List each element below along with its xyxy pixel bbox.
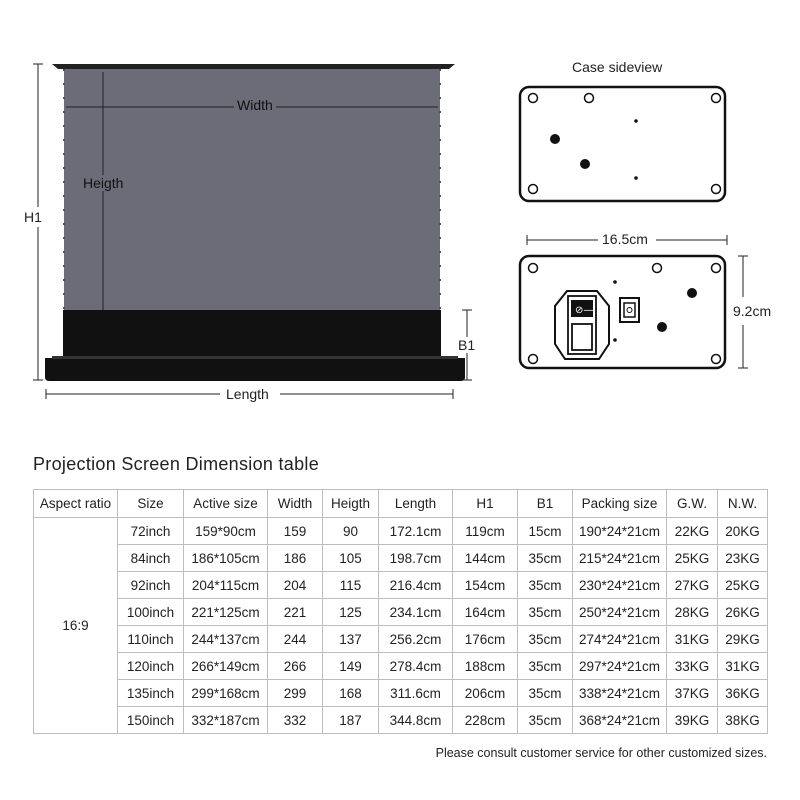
table-cell: 35cm	[518, 653, 573, 680]
table-row	[34, 545, 768, 572]
table-cell: 186	[268, 545, 323, 572]
table-cell: 35cm	[518, 680, 573, 707]
header-b1: B1	[518, 490, 573, 518]
table-title: Projection Screen Dimension table	[33, 454, 320, 474]
table-cell: 125	[323, 599, 379, 626]
header-nw: N.W.	[718, 490, 768, 518]
aspect-ratio-cell: 16:9	[34, 518, 118, 734]
screen-base	[45, 358, 465, 381]
table-cell: 149	[323, 653, 379, 680]
table-cell: 119cm	[453, 518, 518, 545]
table-cell: 35cm	[518, 572, 573, 599]
table-cell: 37KG	[667, 680, 718, 707]
table-cell: 23KG	[718, 545, 768, 572]
table-cell: 28KG	[667, 599, 718, 626]
header-size: Size	[118, 490, 184, 518]
table-cell: 36KG	[718, 680, 768, 707]
table-cell: 198.7cm	[379, 545, 453, 572]
table-cell: 168	[323, 680, 379, 707]
table-cell: 100inch	[118, 599, 184, 626]
table-cell: 344.8cm	[379, 707, 453, 734]
table-cell: 22KG	[667, 518, 718, 545]
table-cell: 137	[323, 626, 379, 653]
table-cell: 338*24*21cm	[573, 680, 667, 707]
table-cell: 35cm	[518, 707, 573, 734]
table-cell: 299	[268, 680, 323, 707]
table-cell: 250*24*21cm	[573, 599, 667, 626]
table-cell: 110inch	[118, 626, 184, 653]
table-cell: 190*24*21cm	[573, 518, 667, 545]
table-cell: 26KG	[718, 599, 768, 626]
table-cell: 297*24*21cm	[573, 653, 667, 680]
power-switch-icon	[620, 298, 639, 322]
table-cell: 20KG	[718, 518, 768, 545]
table-cell: 204	[268, 572, 323, 599]
table-cell: 299*168cm	[184, 680, 268, 707]
table-cell: 35cm	[518, 626, 573, 653]
table-cell: 204*115cm	[184, 572, 268, 599]
header-h1: H1	[453, 490, 518, 518]
table-row	[34, 653, 768, 680]
table-cell: 215*24*21cm	[573, 545, 667, 572]
table-cell: 84inch	[118, 545, 184, 572]
table-cell: 244*137cm	[184, 626, 268, 653]
table-cell: 90	[323, 518, 379, 545]
table-cell: 332*187cm	[184, 707, 268, 734]
table-cell: 368*24*21cm	[573, 707, 667, 734]
table-cell: 135inch	[118, 680, 184, 707]
table-cell: 25KG	[667, 545, 718, 572]
header-height: Heigth	[323, 490, 379, 518]
table-row	[34, 599, 768, 626]
table-cell: 216.4cm	[379, 572, 453, 599]
case-sideview-top	[520, 87, 725, 201]
table-cell: 29KG	[718, 626, 768, 653]
table-header-row	[34, 490, 768, 518]
table-cell: 230*24*21cm	[573, 572, 667, 599]
svg-text:⊘—: ⊘—	[575, 305, 594, 316]
table-cell: 35cm	[518, 599, 573, 626]
header-packing-size: Packing size	[573, 490, 667, 518]
table-cell: 244	[268, 626, 323, 653]
table-cell: 172.1cm	[379, 518, 453, 545]
screen-top-bar	[52, 64, 455, 69]
table-cell: 332	[268, 707, 323, 734]
table-cell: 38KG	[718, 707, 768, 734]
table-row	[34, 626, 768, 653]
table-cell: 186*105cm	[184, 545, 268, 572]
height-label: Heigth	[83, 175, 124, 191]
length-label: Length	[226, 386, 269, 402]
table-cell: 221*125cm	[184, 599, 268, 626]
table-cell: 188cm	[453, 653, 518, 680]
table-cell: 150inch	[118, 707, 184, 734]
table-row	[34, 518, 768, 545]
header-gw: G.W.	[667, 490, 718, 518]
table-cell: 256.2cm	[379, 626, 453, 653]
table-cell: 27KG	[667, 572, 718, 599]
header-width: Width	[268, 490, 323, 518]
table-cell: 311.6cm	[379, 680, 453, 707]
width-label: Width	[234, 97, 276, 113]
table-row	[34, 572, 768, 599]
table-cell: 164cm	[453, 599, 518, 626]
table-cell: 221	[268, 599, 323, 626]
table-cell: 72inch	[118, 518, 184, 545]
table-cell: 33KG	[667, 653, 718, 680]
table-cell: 92inch	[118, 572, 184, 599]
table-cell: 176cm	[453, 626, 518, 653]
table-row	[34, 680, 768, 707]
header-aspect-ratio: Aspect ratio	[34, 490, 118, 518]
b1-label: B1	[458, 337, 476, 353]
table-cell: 159	[268, 518, 323, 545]
case-width-label: 16.5cm	[602, 231, 648, 247]
table-cell: 144cm	[453, 545, 518, 572]
case-height-label: 9.2cm	[733, 303, 772, 319]
dimension-table	[33, 489, 768, 734]
table-cell: 31KG	[667, 626, 718, 653]
table-cell: 266	[268, 653, 323, 680]
table-cell: 39KG	[667, 707, 718, 734]
header-active-size: Active size	[184, 490, 268, 518]
case-sideview-label: Case sideview	[572, 59, 663, 75]
table-row	[34, 707, 768, 734]
table-cell: 120inch	[118, 653, 184, 680]
table-cell: 35cm	[518, 545, 573, 572]
header-length: Length	[379, 490, 453, 518]
table-cell: 154cm	[453, 572, 518, 599]
footnote: Please consult customer service for other customized sizes.	[435, 746, 767, 760]
table-cell: 187	[323, 707, 379, 734]
table-cell: 105	[323, 545, 379, 572]
h1-label: H1	[24, 209, 42, 225]
table-cell: 228cm	[453, 707, 518, 734]
table-cell: 266*149cm	[184, 653, 268, 680]
table-cell: 159*90cm	[184, 518, 268, 545]
table-cell: 25KG	[718, 572, 768, 599]
table-cell: 234.1cm	[379, 599, 453, 626]
table-cell: 278.4cm	[379, 653, 453, 680]
table-cell: 31KG	[718, 653, 768, 680]
table-cell: 206cm	[453, 680, 518, 707]
table-cell: 274*24*21cm	[573, 626, 667, 653]
table-cell: 15cm	[518, 518, 573, 545]
screen-housing	[63, 310, 441, 362]
table-cell: 115	[323, 572, 379, 599]
power-inlet-icon	[555, 291, 609, 359]
